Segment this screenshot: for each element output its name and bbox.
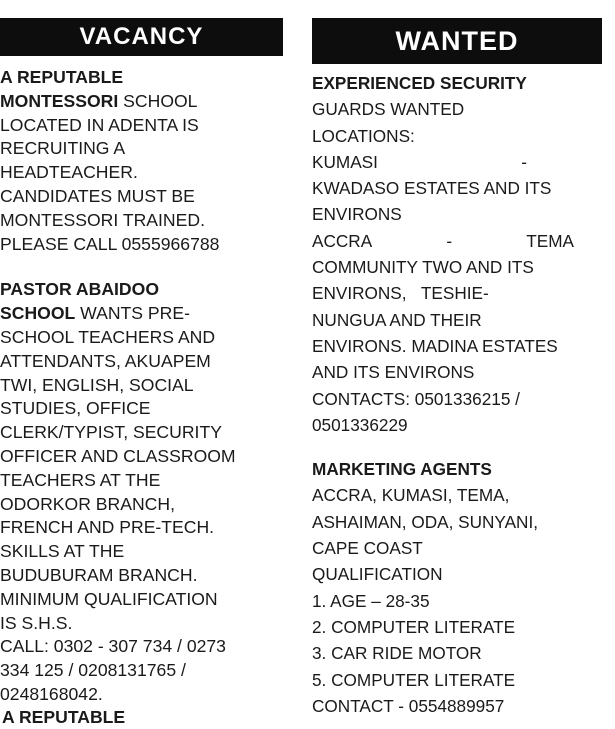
ad-line (312, 228, 574, 254)
ad-heading: MARKETING AGENTS (312, 459, 492, 480)
ad-line: PLEASE CALL 0555966788 (0, 233, 220, 254)
ad-line: AND ITS ENVIRONS (312, 362, 475, 383)
pastor-abaidoo-ad (0, 278, 283, 706)
ad-line: RECRUITING A (0, 138, 126, 159)
wanted-banner: WANTED (312, 18, 602, 64)
ad-line: QUALIFICATION (312, 564, 443, 585)
security-guards-ad (312, 70, 602, 438)
ad-line: TEACHERS AT THE (0, 469, 161, 490)
ad-text: KUMASI (312, 151, 378, 172)
wanted-column (312, 18, 602, 719)
ad-heading: EXPERIENCED SECURITY (312, 73, 527, 93)
vacancy-banner: VACANCY (0, 18, 283, 56)
ad-line: IS S.H.S. (0, 612, 73, 633)
ad-line: 3. CAR RIDE MOTOR (312, 643, 482, 664)
ad-line: ATTENDANTS, AKUAPEM (0, 350, 211, 371)
ad-line: GUARDS WANTED (312, 99, 465, 120)
ad-text: TEMA (526, 230, 574, 251)
ad-line: CANDIDATES MUST BE (0, 185, 195, 206)
ad-line: HEADTEACHER. (0, 162, 138, 183)
ad-heading: A REPUTABLE (0, 67, 124, 87)
marketing-agents-ad (312, 456, 602, 719)
ad-line: LOCATIONS: (312, 125, 415, 146)
ad-line: ODORKOR BRANCH, (0, 493, 175, 514)
ad-line: ACCRA, KUMASI, TEMA, (312, 485, 510, 506)
ad-line: CALL: 0302 - 307 734 / 0273 (0, 636, 226, 657)
ad-text: ENVIRONS, (312, 283, 407, 304)
ad-line (312, 149, 527, 175)
ad-line: CAPE COAST (312, 538, 423, 559)
cut-off-heading: A REPUTABLE (2, 707, 126, 727)
ad-text: TESHIE- (420, 283, 489, 304)
ad-heading: MONTESSORI (0, 90, 119, 111)
ad-text: WANTS PRE- (75, 303, 190, 324)
ad-line: 0501336229 (312, 414, 408, 435)
ad-line: 1. AGE – 28-35 (312, 590, 430, 611)
ad-text: - (521, 151, 527, 172)
ad-line: CONTACTS: 0501336215 / (312, 388, 520, 409)
ad-line: 334 125 / 0208131765 / (0, 660, 186, 681)
ad-line: CLERK/TYPIST, SECURITY (0, 422, 222, 443)
ad-line: FRENCH AND PRE-TECH. (0, 517, 215, 538)
ad-line: CONTACT - 0554889957 (312, 695, 505, 716)
ad-line: 5. COMPUTER LITERATE (312, 669, 516, 690)
vacancy-column (0, 18, 283, 707)
ad-heading: PASTOR ABAIDOO (0, 279, 160, 300)
ad-text: SCHOOL (118, 90, 198, 111)
ad-line: COMMUNITY TWO AND ITS (312, 257, 534, 278)
ad-line: NUNGUA AND THEIR (312, 309, 482, 330)
montessori-ad (0, 66, 283, 256)
ad-line (0, 302, 283, 326)
ad-line: OFFICER AND CLASSROOM (0, 445, 236, 466)
ad-line: LOCATED IN ADENTA IS (0, 114, 199, 135)
ad-line (0, 90, 283, 114)
ad-line: 2. COMPUTER LITERATE (312, 616, 516, 637)
ad-line: MONTESSORI TRAINED. (0, 209, 205, 230)
ad-line: SKILLS AT THE (0, 541, 125, 562)
ad-text: - (446, 230, 453, 251)
ad-heading: SCHOOL (0, 303, 76, 324)
ad-line: MINIMUM QUALIFICATION (0, 588, 218, 609)
ad-line: TWI, ENGLISH, SOCIAL (0, 374, 194, 395)
ad-text: ACCRA (312, 230, 373, 251)
ad-line: SCHOOL TEACHERS AND (0, 326, 216, 347)
ad-line: STUDIES, OFFICE (0, 398, 151, 419)
ad-line (312, 280, 602, 306)
ad-line: ENVIRONS. MADINA ESTATES (312, 335, 558, 356)
ad-line: KWADASO ESTATES AND ITS (312, 178, 552, 199)
ad-line: ENVIRONS (312, 204, 402, 225)
ad-line: BUDUBURAM BRANCH. (0, 564, 198, 585)
ad-line: ASHAIMAN, ODA, SUNYANI, (312, 511, 539, 532)
ad-line: 0248168042. (0, 683, 103, 704)
